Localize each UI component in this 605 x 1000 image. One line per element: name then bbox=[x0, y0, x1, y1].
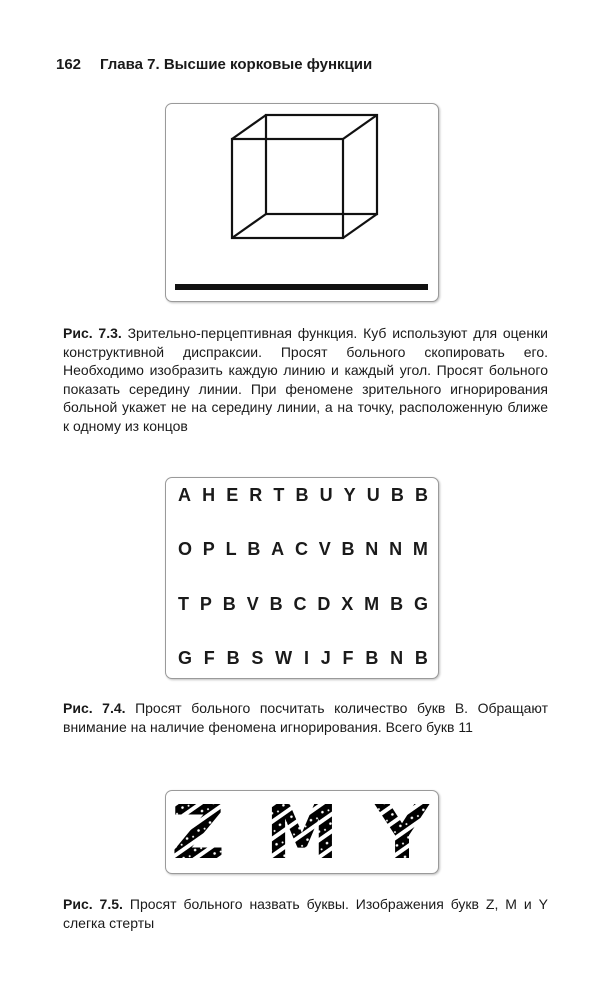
grid-letter: I bbox=[303, 648, 309, 668]
grid-letter: P bbox=[202, 539, 215, 559]
grid-letter: B bbox=[269, 594, 283, 614]
figure-7-4-caption bbox=[63, 699, 548, 736]
erased-letter: Z bbox=[171, 791, 225, 873]
grid-letter: T bbox=[273, 485, 285, 505]
grid-letter: B bbox=[414, 648, 428, 668]
letter-row bbox=[166, 539, 438, 560]
grid-letter: J bbox=[320, 648, 331, 668]
caption-text: Зрительно-перцептивная функция. Куб используют для оценки конструктивной диспраксии. Просят больного скопировать его. Необходимо изобразить каждую линию и каждый угол. Просят больного показать середину линии. При феномене зрительного игнорирования больной укажет не на середину линии, а на точку, расположенную ближе к одному из концов bbox=[63, 325, 549, 434]
grid-letter: O bbox=[178, 539, 193, 559]
grid-letter: C bbox=[293, 594, 307, 614]
letter-row bbox=[166, 648, 438, 669]
grid-letter: A bbox=[178, 485, 191, 505]
grid-letter: H bbox=[202, 485, 216, 505]
grid-letter: B bbox=[226, 648, 240, 668]
grid-letter: B bbox=[247, 539, 261, 559]
grid-letter: W bbox=[275, 648, 293, 668]
figure-7-4-frame bbox=[165, 477, 439, 679]
cube-edge bbox=[343, 214, 377, 238]
grid-letter: B bbox=[295, 485, 309, 505]
grid-letter: A bbox=[271, 539, 285, 559]
grid-letter: N bbox=[389, 539, 403, 559]
bisection-line bbox=[175, 284, 428, 290]
figure-7-5-frame bbox=[165, 790, 439, 874]
grid-letter: B bbox=[365, 648, 379, 668]
grid-letter: U bbox=[319, 485, 333, 505]
grid-letter: F bbox=[342, 648, 354, 668]
page-header bbox=[56, 56, 372, 73]
grid-letter: M bbox=[364, 594, 380, 614]
grid-letter: C bbox=[294, 539, 308, 559]
grid-letter: E bbox=[226, 485, 239, 505]
grid-letter: B bbox=[414, 485, 428, 505]
figure-7-3-caption bbox=[63, 324, 548, 435]
grid-letter: U bbox=[366, 485, 380, 505]
grid-letter: V bbox=[246, 594, 259, 614]
erased-letter: M bbox=[265, 791, 339, 873]
caption-label: Рис. 7.4. bbox=[63, 700, 126, 716]
grid-letter: R bbox=[249, 485, 263, 505]
grid-letter: S bbox=[251, 648, 264, 668]
grid-letter: B bbox=[390, 485, 404, 505]
letter-row bbox=[166, 485, 438, 506]
chapter-title: Глава 7. Высшие корковые функции bbox=[100, 56, 373, 73]
grid-letter: B bbox=[390, 594, 404, 614]
grid-letter: M bbox=[412, 539, 428, 559]
caption-label: Рис. 7.5. bbox=[63, 896, 123, 912]
caption-label: Рис. 7.3. bbox=[63, 325, 122, 341]
cube-edge bbox=[232, 115, 266, 139]
figure-7-5-caption bbox=[63, 895, 548, 932]
cube-back-face bbox=[266, 115, 377, 214]
grid-letter: Y bbox=[343, 485, 356, 505]
grid-letter: D bbox=[317, 594, 331, 614]
grid-letter: B bbox=[341, 539, 355, 559]
page-number: 162 bbox=[56, 56, 82, 73]
grid-letter: N bbox=[390, 648, 404, 668]
grid-letter: G bbox=[178, 648, 193, 668]
grid-letter: X bbox=[341, 594, 354, 614]
grid-letter: F bbox=[203, 648, 215, 668]
cube-edge bbox=[343, 115, 377, 139]
erased-letter: Y bbox=[375, 791, 429, 873]
erased-letters-drawing bbox=[166, 791, 438, 873]
letter-row bbox=[166, 594, 438, 615]
cube-front-face bbox=[232, 139, 343, 238]
cube-edge bbox=[232, 214, 266, 238]
grid-letter: L bbox=[225, 539, 237, 559]
grid-letter: B bbox=[222, 594, 236, 614]
grid-letter: P bbox=[199, 594, 212, 614]
grid-letter: V bbox=[318, 539, 331, 559]
grid-letter: N bbox=[365, 539, 379, 559]
figure-7-3-frame bbox=[165, 103, 439, 302]
caption-text: Просят больного посчитать количество букв B. Обращают внимание на наличие феномена игнорирования. Всего букв 11 bbox=[63, 700, 548, 735]
caption-text: Просят больного назвать буквы. Изображения букв Z, M и Y слегка стерты bbox=[63, 896, 549, 931]
cube-drawing bbox=[166, 104, 438, 301]
grid-letter: G bbox=[413, 594, 428, 614]
grid-letter: T bbox=[178, 594, 189, 614]
